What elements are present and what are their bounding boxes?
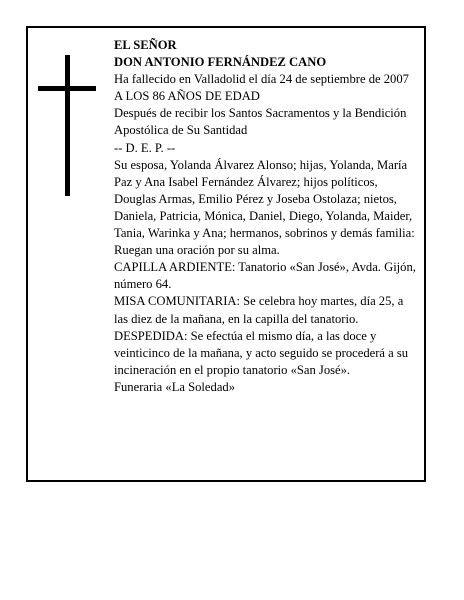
rip-line: -- D. E. P. -- [114,140,176,155]
deceased-title: EL SEÑOR [114,38,177,52]
funeral-home: Funeraria «La Soledad» [114,379,235,394]
farewell-info: DESPEDIDA: Se efectúa el mismo día, a las doce y veinticinco de la mañana, y acto seguido se procederá a su incineración en el propio tanatorio «San José». [114,328,409,377]
prayer-request: Ruegan una oración por su alma. [114,243,280,258]
chapel-info: CAPILLA ARDIENTE: Tanatorio «San José», Avda. Gijón, número 64. [114,260,416,292]
sacraments-statement: Después de recibir los Santos Sacramentos y la Bendición Apostólica de Su Santidad [114,106,407,138]
deceased-name: DON ANTONIO FERNÁNDEZ CANO [114,55,327,70]
family-list: Su esposa, Yolanda Álvarez Alonso; hijas, Yolanda, María Paz y Ana Isabel Fernández Álvarez; hijos políticos, Douglas Armas, Emilio Pérez y Joseba Ostolaza; nietos, Daniela, Patricia, Mónica, Daniel, Diego, Yolanda, Maider, Tania, Warinka y Ana; hermanos, sobrinos y demás familia: [114,157,415,241]
obituary-text [114,37,420,396]
age-statement: A LOS 86 AÑOS DE EDAD [114,89,260,104]
death-statement: Ha fallecido en Valladolid el día 24 de septiembre de 2007 [114,72,409,87]
cross-vertical-bar [65,55,70,196]
latin-cross-icon [38,55,96,196]
cross-horizontal-bar [38,86,96,91]
mass-info: MISA COMUNITARIA: Se celebra hoy martes, día 25, a las diez de la mañana, en la capilla del tanatorio. [114,294,404,326]
